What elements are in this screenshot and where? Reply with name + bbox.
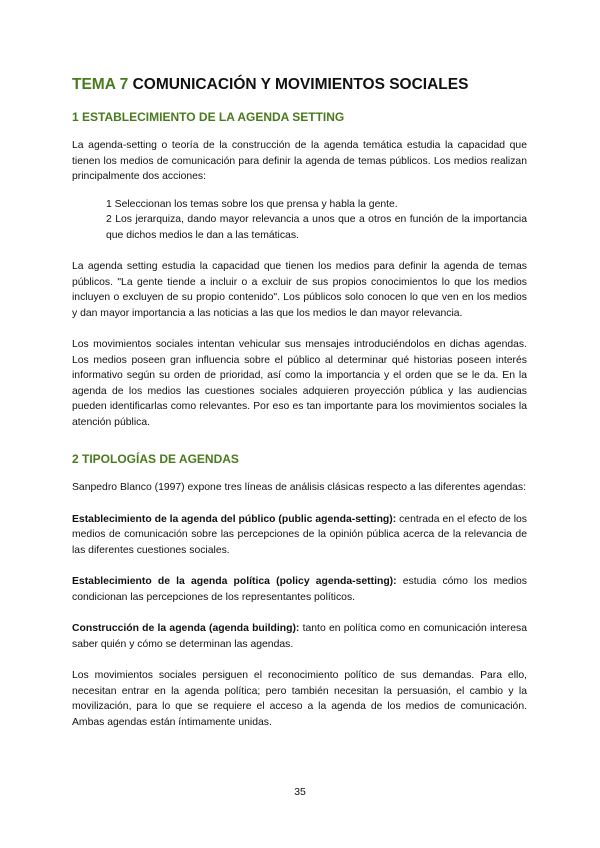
agenda-type-description: centrada en el efecto de los medios de comunicación sobre las percepciones de la opinión pública acerca de la relevancia de las diferentes cuestiones sociales. [72,513,527,556]
section-1-paragraph-1: La agenda-setting o teoría de la construcción de la agenda temática estudia la capacidad que tienen los medios de comunicación para definir la agenda de temas públicos. Los medios realizan principalmente dos acciones: [72,140,527,182]
agenda-type-public [72,512,527,559]
section-1-heading: 1 ESTABLECIMIENTO DE LA AGENDA SETTING [72,110,345,124]
chapter-title-text: COMUNICACIÓN Y MOVIMIENTOS SOCIALES [132,76,469,93]
agenda-type-building [72,621,527,652]
section-2-closing: Los movimientos sociales persiguen el reconocimiento político de sus demandas. Para ello, necesitan entrar en la agenda política; pero también necesitan la persuasión, el cambio y la movilización, para lo que se requiere el acceso a la agenda de los medios de comunicación. Ambas agendas están íntimamente unidas. [72,670,527,728]
section-2-heading: 2 TIPOLOGÍAS DE AGENDAS [72,452,239,466]
page-number: 35 [294,787,306,798]
agenda-type-term: Construcción de la agenda (agenda building): [72,623,300,634]
section-1-paragraph-3: Los movimientos sociales intentan vehicular sus mensajes introduciéndolos en dichas agendas. Los medios poseen gran influencia sobre el público al determinar qué historias poseen interés informativo según su orden de prioridad, así como la importancia y el orden que se le da. En la agenda de los medios las cuestiones sociales adquieren proyección pública y las audiencias pueden identificarlas como relevantes. Por eso es tan importante para los movimientos sociales la atención pública. [72,339,527,428]
page-content [72,76,527,746]
chapter-title [72,76,527,94]
agenda-type-description: tanto en política como en comunicación interesa saber quién y cómo se determinan las agendas. [72,623,527,650]
list-item: 1 Seleccionan los temas sobre los que prensa y habla la gente. [106,198,398,210]
section-1-paragraph-2: La agenda setting estudia la capacidad que tienen los medios para definir la agenda de temas públicos. "La gente tiende a incluir o a excluir de sus propios conocimientos lo que los medios incluyen o excluyen de su propio contenido". Los públicos solo conocen lo que ven en los medios y dan mayor importancia a las noticias a las que los medios le dan mayor relevancia. [72,261,527,319]
chapter-number: TEMA 7 [72,76,129,93]
section-2-intro: Sanpedro Blanco (1997) expone tres líneas de análisis clásicas respecto a las diferentes agendas: [72,482,527,493]
agenda-type-description: estudia cómo los medios condicionan las percepciones de los representantes políticos. [72,576,527,603]
agenda-type-term: Establecimiento de la agenda del público (public agenda-setting): [72,513,397,525]
list-item: 2 Los jerarquiza, dando mayor relevancia a unos que a otros en función de la importancia que dichos medios le dan a las temáticas. [106,214,527,241]
actions-list [106,197,527,244]
agenda-type-term: Establecimiento de la agenda política (policy agenda-setting): [72,576,397,587]
agenda-type-policy [72,574,527,605]
